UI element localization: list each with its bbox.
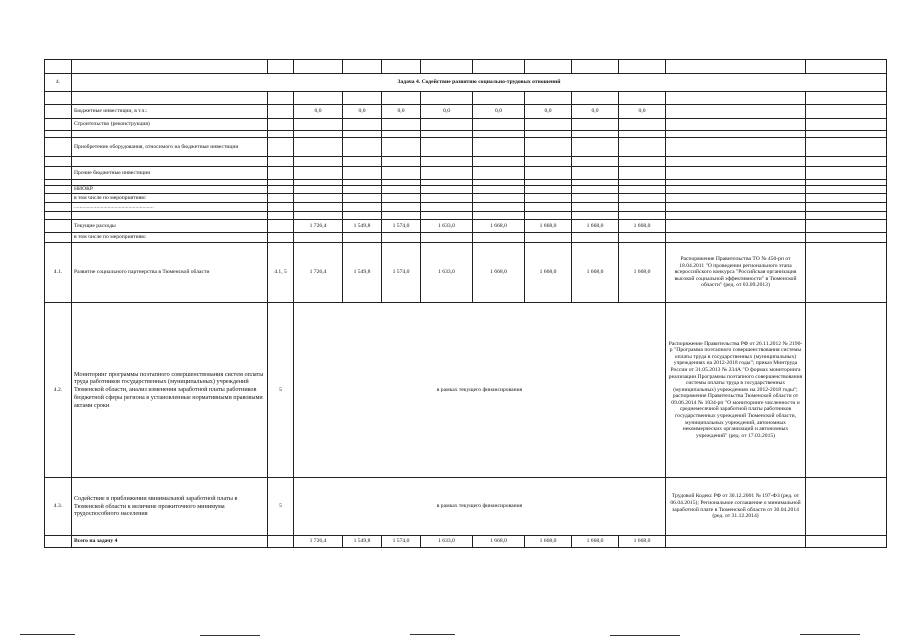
- value-cell: 1 633,0: [421, 220, 473, 233]
- indicator-cell: 5: [268, 478, 294, 536]
- value-cell: 1 668,0: [473, 243, 525, 303]
- value-cell: 1 668,0: [572, 536, 619, 548]
- funding-cell: в рамках текущего финансирования: [294, 478, 666, 536]
- table-row-empty: [45, 60, 887, 74]
- total-label: Всего на задачу 4: [72, 536, 268, 548]
- row-label: Приобретение оборудования, относимого на бюджетные инвестиции: [72, 138, 268, 157]
- row-label: Прочие бюджетные инвестиции: [72, 167, 268, 180]
- value-cell: 1 726,4: [294, 243, 343, 303]
- value-cell: 0,0: [572, 105, 619, 119]
- scan-line: [20, 634, 75, 635]
- value-cell: 1 668,0: [473, 220, 525, 233]
- row-label: .........................................................: [72, 203, 268, 212]
- table-row-empty: [45, 131, 887, 138]
- value-cell: 1 549,8: [343, 536, 382, 548]
- total-row: [45, 536, 887, 548]
- equipment-row: [45, 138, 887, 157]
- basis-cell: Трудовой Кодекс РФ от 30.12.2001 № 197-ФЗ (ред. от 06.04.2015); Региональное соглашение о минимальной заработной плате в Тюменской области от 30.04.2014 (ред. от 31.12.2014): [666, 478, 806, 536]
- table-row-4-2: [45, 303, 887, 478]
- niokr-incl-row: [45, 194, 887, 203]
- value-cell: 1 726,4: [294, 536, 343, 548]
- current-incl-row: [45, 233, 887, 243]
- task-header-row: [45, 74, 887, 92]
- value-cell: 0,0: [525, 105, 572, 119]
- task-number: 4.: [45, 74, 72, 92]
- row-label: Содействие в приближении минимальной заработной платы в Тюменской области к величине прожиточного минимума трудоспособного населения: [72, 478, 268, 536]
- row-label: Развитие социального партнерства в Тюменской области: [72, 243, 268, 303]
- row-label: Мониторинг программы поэтапного совершенствования систем оплаты труда работников государственных (муниципальных) учреждений Тюменской области, анализ изменения заработной платы работников бюджетной сферы региона в установленные нормативными правовыми актами сроки: [72, 303, 268, 478]
- funding-cell: в рамках текущего финансирования: [294, 303, 666, 478]
- value-cell: 1 668,0: [619, 243, 666, 303]
- value-cell: 1 633,0: [421, 243, 473, 303]
- scan-line: [800, 634, 860, 635]
- budget-investments-row: [45, 105, 887, 119]
- value-cell: 1 668,0: [619, 536, 666, 548]
- row-number: 4.3.: [45, 478, 72, 536]
- value-cell: 1 668,0: [525, 536, 572, 548]
- value-cell: 1 633,0: [421, 536, 473, 548]
- row-number: 4.2.: [45, 303, 72, 478]
- table-row-empty: [45, 157, 887, 167]
- value-cell: 1 549,8: [343, 220, 382, 233]
- value-cell: 1 668,0: [473, 536, 525, 548]
- value-cell: 1 668,0: [572, 220, 619, 233]
- row-label: Строительство (реконструкция): [72, 119, 268, 131]
- indicator-cell: 5: [268, 303, 294, 478]
- indicator-cell: 4.1, 5: [268, 243, 294, 303]
- value-cell: 1 668,0: [525, 220, 572, 233]
- value-cell: 0,0: [473, 105, 525, 119]
- niokr-row: [45, 186, 887, 194]
- table-row-empty: [45, 212, 887, 220]
- current-expenses-row: [45, 220, 887, 233]
- row-label: НИОКР: [72, 186, 268, 194]
- row-number: 4.1.: [45, 243, 72, 303]
- table-row-empty: [45, 92, 887, 105]
- scan-line: [610, 635, 680, 636]
- table-row-4-1: [45, 243, 887, 303]
- value-cell: 1 668,0: [525, 243, 572, 303]
- row-label: Бюджетные инвестиции, в т.ч.:: [72, 105, 268, 119]
- value-cell: 1 668,0: [572, 243, 619, 303]
- value-cell: 1 574,0: [382, 536, 421, 548]
- value-cell: 1 726,4: [294, 220, 343, 233]
- value-cell: 0,0: [294, 105, 343, 119]
- other-investments-row: [45, 167, 887, 180]
- construction-row: [45, 119, 887, 131]
- task-title: Задача 4. Содействие развитию социально-трудовых отношений: [72, 74, 887, 92]
- value-cell: 0,0: [421, 105, 473, 119]
- value-cell: 1 574,0: [382, 243, 421, 303]
- program-table: [44, 59, 887, 548]
- value-cell: 0,0: [343, 105, 382, 119]
- value-cell: 0,0: [619, 105, 666, 119]
- scan-line: [410, 634, 455, 635]
- value-cell: 1 574,0: [382, 220, 421, 233]
- table-row-4-3: [45, 478, 887, 536]
- value-cell: 1 549,8: [343, 243, 382, 303]
- row-label: Текущие расходы: [72, 220, 268, 233]
- row-label: в том числе по мероприятиям:: [72, 233, 268, 243]
- value-cell: 1 668,0: [619, 220, 666, 233]
- dots-row: [45, 203, 887, 212]
- row-label: в том числе по мероприятиям:: [72, 194, 268, 203]
- value-cell: 0,0: [382, 105, 421, 119]
- basis-cell: Распоряжение Правительства РФ от 26.11.2012 № 2190-р "Программа поэтапного совершенствования системы оплаты труда в государственных (муниципальных) учреждениях на 2012-2018 годы"; приказ Минтруда России от 31.05.2013 № 234А "О формах мониторинга реализации Программы поэтапного совершенствования системы оплаты труда в государственных (муниципальных) учреждениях на 2012-2018 годы"; распоряжение Правительства Тюменской области от 09.06.2014 № 1034-рп "О мониторинге численности и среднемесячной заработной платы работников государственных учреждений Тюменской области, муниципальных учреждений, автономных некоммерческих организаций и автономных учреждений" (ред. от 17.03.2015): [666, 303, 806, 478]
- basis-cell: Распоряжение Правительства ТО № 450-рп от 18.04.2011 "О проведении регионального этапа всероссийского конкурса "Российская организация высокой социальной эффективности" в Тюменской области" (ред. от 03.09.2013): [666, 243, 806, 303]
- scan-line: [200, 635, 260, 636]
